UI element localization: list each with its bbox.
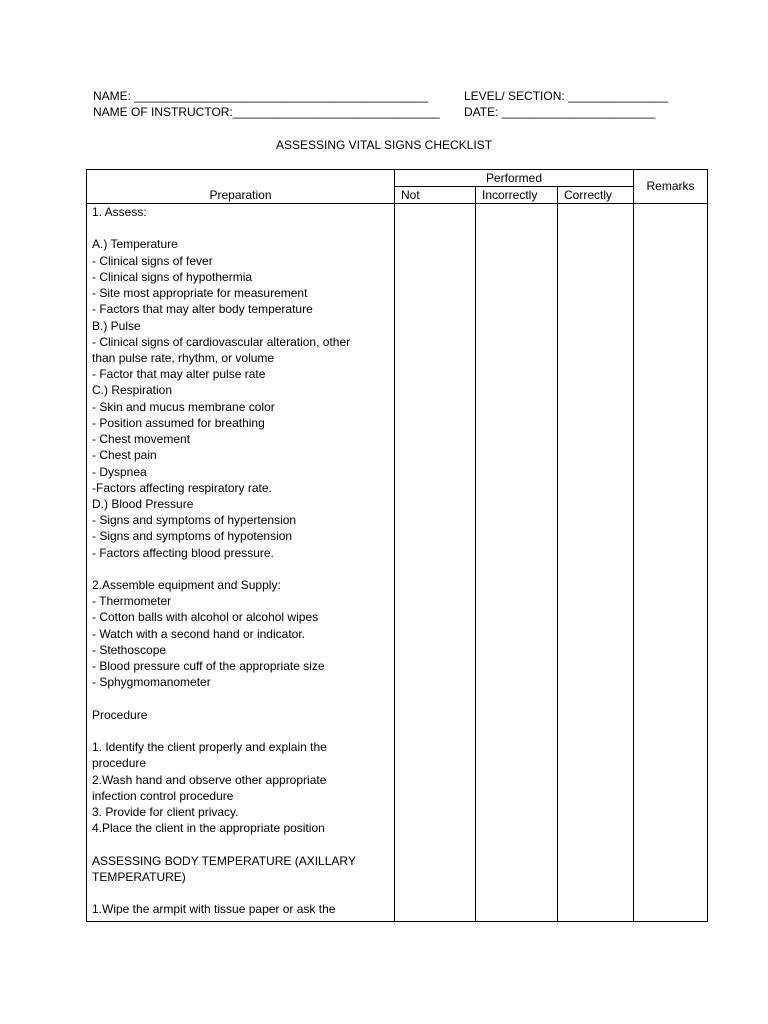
checklist-line	[92, 885, 392, 901]
checklist-line: - Factors affecting blood pressure.	[92, 545, 274, 560]
col-divider-preparation	[394, 169, 395, 922]
col-divider-not	[475, 186, 476, 922]
date-field: DATE: _______________________	[464, 105, 656, 119]
col-divider-correctly	[633, 169, 634, 922]
table-bottom-border	[86, 921, 708, 922]
table-left-border	[86, 169, 87, 922]
checklist-line: - Chest movement	[92, 432, 191, 447]
checklist-line: 2.Assemble equipment and Supply:	[92, 578, 281, 593]
checklist-line: 1.Wipe the armpit with tissue paper or ask the	[92, 902, 336, 917]
checklist-line: infection control procedure	[92, 788, 234, 803]
checklist-line: ASSESSING BODY TEMPERATURE (AXILLARY	[92, 853, 356, 868]
not-header: Not	[401, 188, 420, 202]
checklist-line: than pulse rate, rhythm, or volume	[92, 350, 275, 365]
checklist-line: - Thermometer	[92, 594, 172, 609]
checklist-line	[92, 561, 392, 577]
checklist-line: - Dyspnea	[92, 464, 147, 479]
checklist-line: 2.Wash hand and observe other appropriate	[92, 772, 327, 787]
checklist-line: - Clinical signs of cardiovascular alteration, other	[92, 334, 351, 349]
checklist-line: - Stethoscope	[92, 642, 167, 657]
checklist-line: 4.Place the client in the appropriate position	[92, 821, 325, 836]
page-title: ASSESSING VITAL SIGNS CHECKLIST	[275, 138, 493, 152]
table-top-border	[86, 169, 708, 170]
checklist-line: D.) Blood Pressure	[92, 496, 194, 511]
preparation-header: Preparation	[209, 188, 272, 202]
checklist-line: - Chest pain	[92, 448, 157, 463]
checklist-line: C.) Respiration	[92, 383, 173, 398]
checklist-line: - Clinical signs of fever	[92, 253, 213, 268]
checklist-line: - Factors that may alter body temperature	[92, 302, 313, 317]
performed-header: Performed	[485, 171, 543, 185]
incorrectly-header: Incorrectly	[482, 188, 538, 202]
checklist-line: - Blood pressure cuff of the appropriate size	[92, 659, 325, 674]
checklist-line	[92, 837, 392, 853]
checklist-line: - Clinical signs of hypothermia	[92, 269, 253, 284]
checklist-line: -Factors affecting respiratory rate.	[92, 480, 272, 495]
checklist-line: 3. Provide for client privacy.	[92, 805, 239, 820]
preparation-cell	[92, 204, 392, 920]
checklist-line: procedure	[92, 756, 147, 771]
name-field: NAME: ____________________________________________	[93, 89, 428, 103]
checklist-line: - Cotton balls with alcohol or alcohol wipes	[92, 610, 319, 625]
checklist-line: - Position assumed for breathing	[92, 415, 265, 430]
col-divider-incorrectly	[557, 186, 558, 922]
checklist-line	[92, 691, 392, 707]
checklist-line: A.) Temperature	[92, 237, 178, 252]
remarks-header: Remarks	[646, 179, 695, 193]
table-right-border	[707, 169, 708, 922]
checklist-line: - Site most appropriate for measurement	[92, 286, 308, 301]
checklist-line	[92, 220, 392, 236]
checklist-line: 1. Identify the client properly and explain the	[92, 740, 327, 755]
checklist-line: - Signs and symptoms of hypotension	[92, 529, 293, 544]
correctly-header: Correctly	[564, 188, 613, 202]
checklist-line: - Skin and mucus membrane color	[92, 399, 275, 414]
checklist-line: - Factor that may alter pulse rate	[92, 367, 266, 382]
checklist-line: TEMPERATURE)	[92, 869, 186, 884]
checklist-line: - Watch with a second hand or indicator.	[92, 626, 305, 641]
checklist-line: B.) Pulse	[92, 318, 141, 333]
checklist-line: - Sphygmomanometer	[92, 675, 211, 690]
checklist-line: 1. Assess:	[92, 205, 147, 219]
checklist-line	[92, 723, 392, 739]
performed-divider	[394, 186, 634, 187]
checklist-line: - Signs and symptoms of hypertension	[92, 513, 297, 528]
instructor-field: NAME OF INSTRUCTOR:_______________________________	[93, 105, 440, 119]
checklist-line: Procedure	[92, 707, 148, 722]
level-section-field: LEVEL/ SECTION: _______________	[464, 89, 669, 103]
